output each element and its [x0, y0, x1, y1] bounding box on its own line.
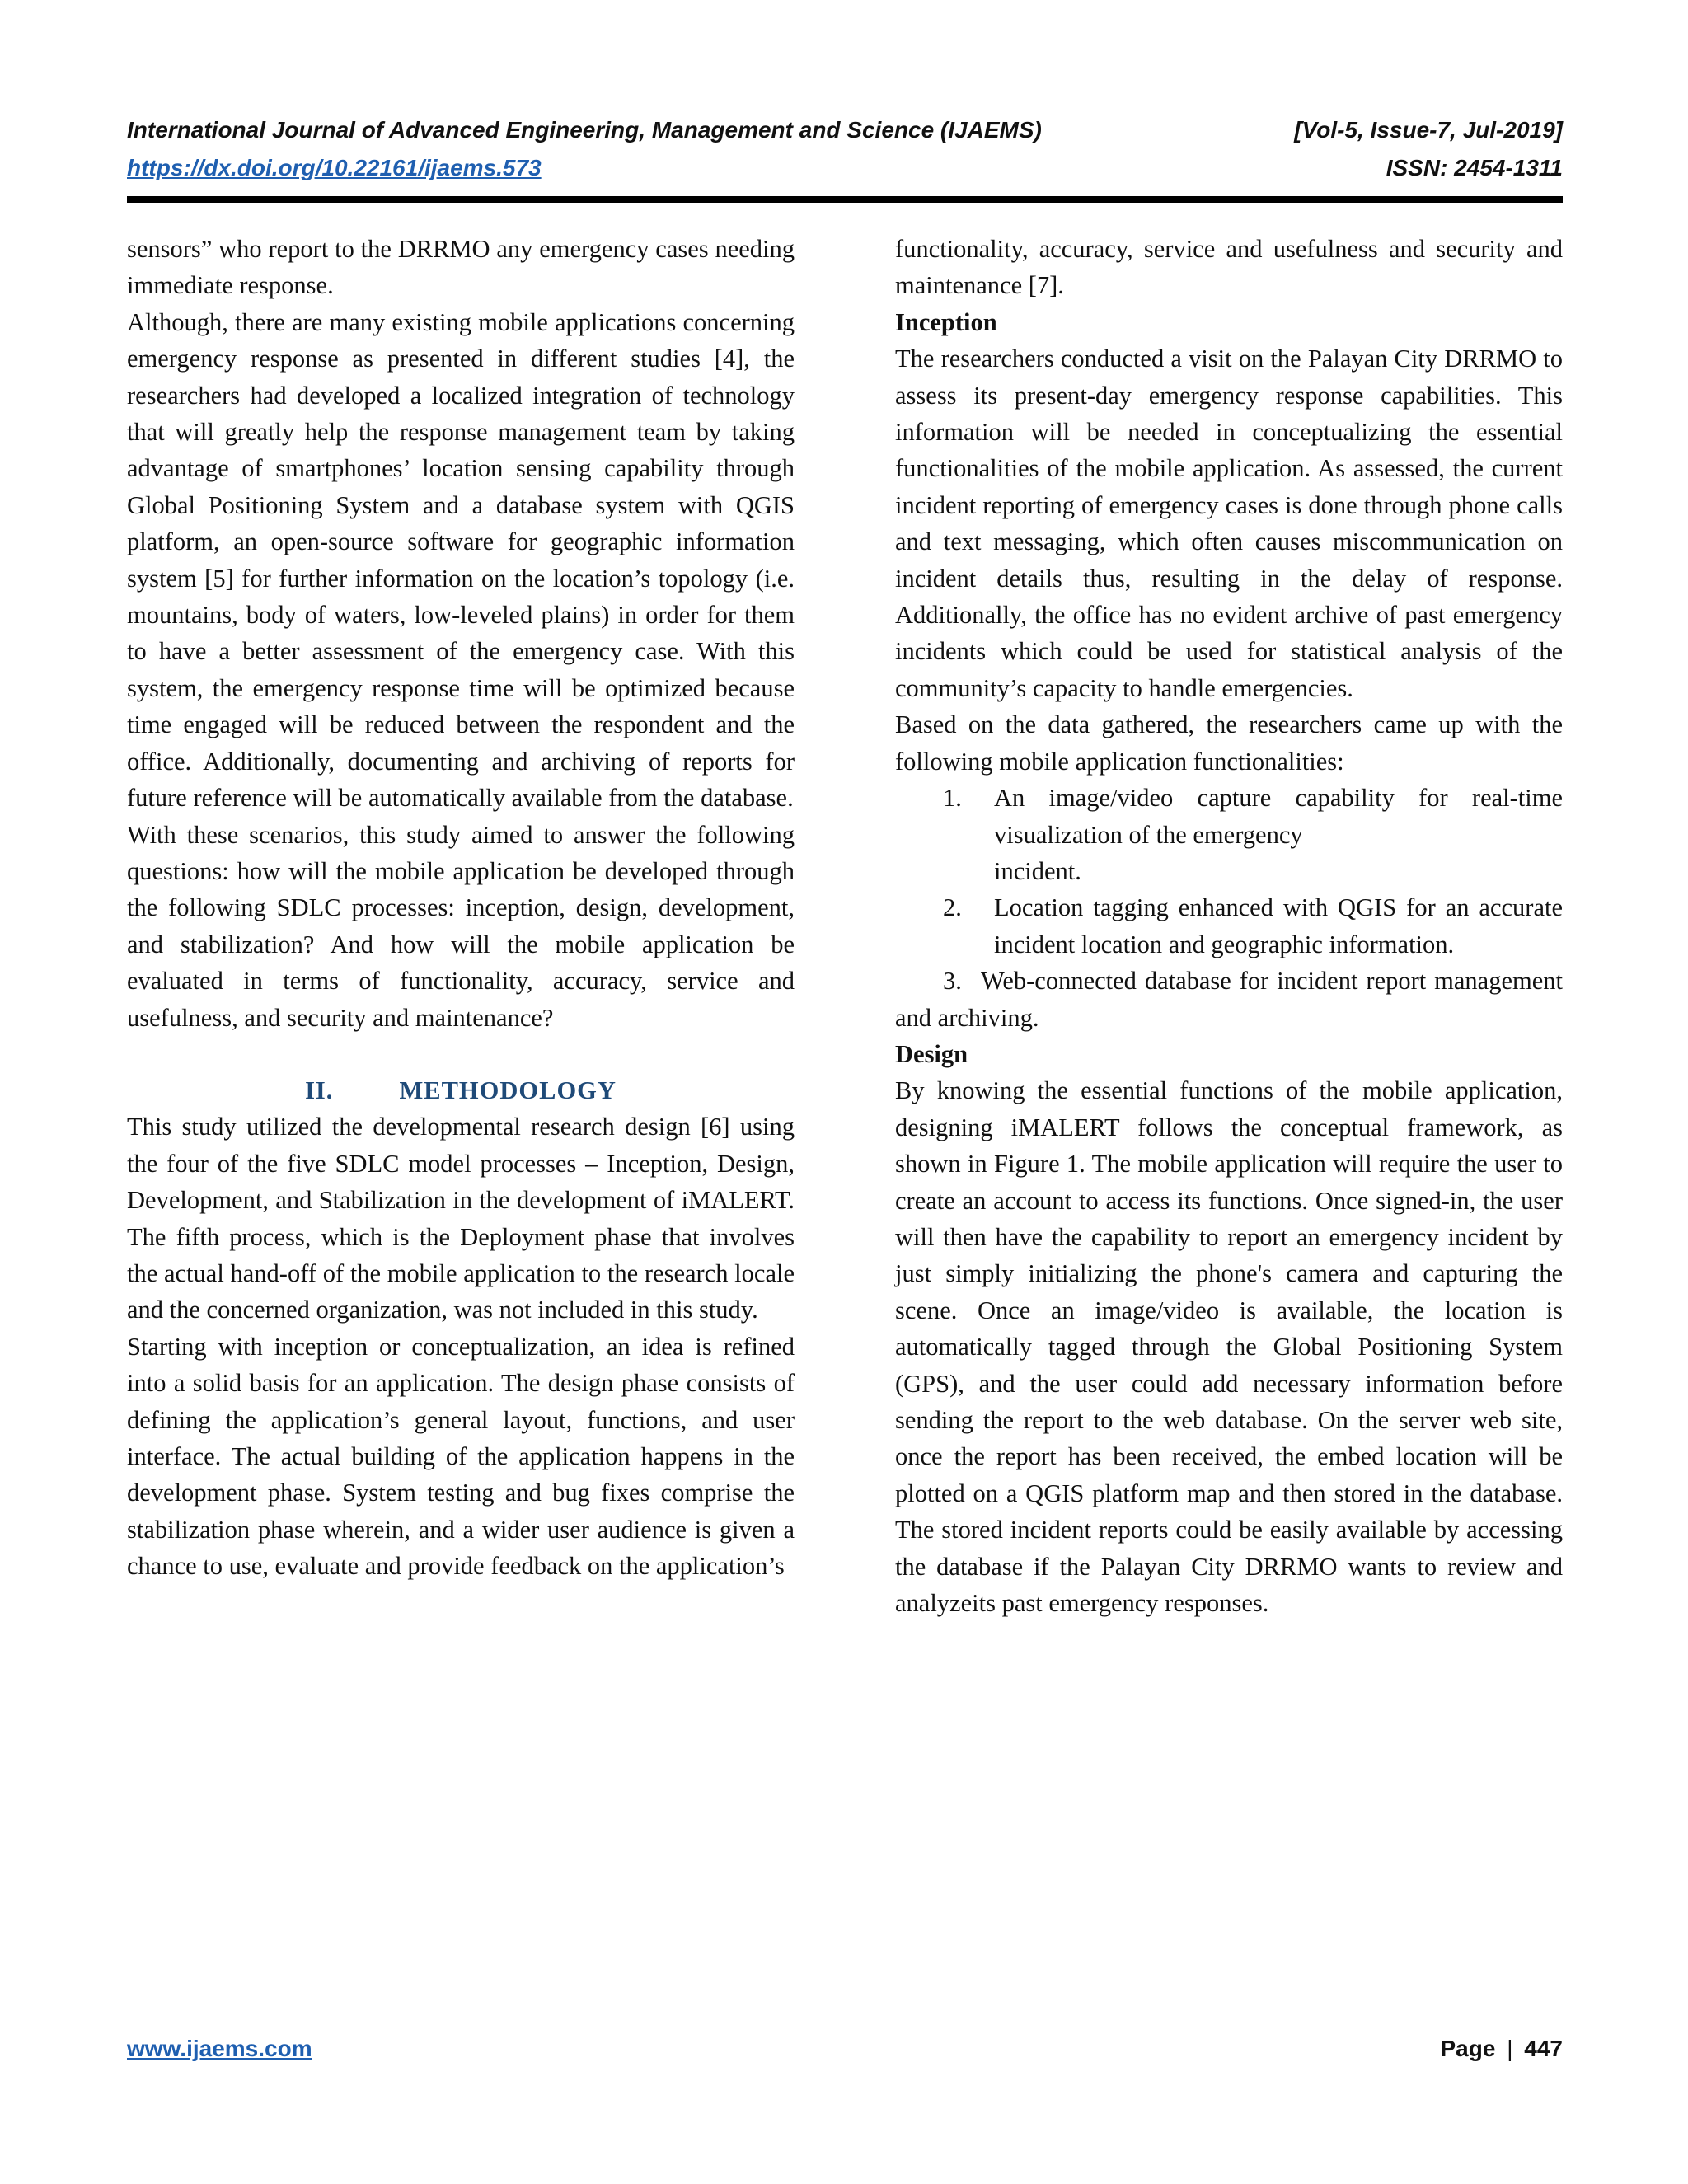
list-number: 2.	[943, 893, 962, 922]
list-line: incident.	[994, 856, 1081, 885]
subheading-design: Design	[895, 1039, 968, 1068]
running-header	[127, 117, 1563, 193]
section-heading	[127, 1072, 795, 1108]
doi-link[interactable]: https://dx.doi.org/10.22161/ijaems.573	[127, 155, 542, 180]
list-line: visualization of the emergency	[994, 820, 1303, 849]
list-text: Web-connected database for incident report management and archiving.	[895, 967, 1563, 1032]
functionality-list	[895, 780, 1563, 963]
paragraph: By knowing the essential functions of the mobile application, designing iMALERT follows the conceptual framework, as shown in Figure 1. The mobile application will require the user to create an account to access its functions. Once signed-in, the user will then have the capability to report an emergency incident by just simply initializing the phone's camera and capturing the scene. Once an image/video is available, the location is automatically tagged through the Global Positioning System (GPS), and the user could add necessary information before sending the report to the web database. On the server web site, once the report has been received, the embed location will be plotted on a QGIS platform map and then stored in the database. The stored incident reports could be easily available by accessing the database if the Palayan City DRRMO wants to review and analyzeits past emergency responses.	[895, 1076, 1563, 1618]
list-number: 3.	[943, 967, 962, 996]
page-separator: |	[1507, 2036, 1513, 2061]
paragraph: Starting with inception or conceptualization, an idea is refined into a solid basis for an application. The design phase consists of defining the application’s general layout, functions, and user interface. The actual building of the application happens in the development phase. System testing and bug fixes comprise the stabilization phase wherein, and a wider user audience is given a chance to use, evaluate and provide feedback on the application’s	[127, 1332, 795, 1581]
paragraph: Based on the data gathered, the researchers came up with the following mobile application functionalities:	[895, 710, 1563, 776]
subheading-inception: Inception	[895, 307, 997, 336]
journal-title: International Journal of Advanced Engineering, Management and Science (IJAEMS)	[127, 117, 1042, 143]
header-rule	[127, 196, 1563, 203]
section-title: METHODOLOGY	[399, 1076, 617, 1104]
list-number: 1.	[943, 784, 962, 813]
paragraph: Although, there are many existing mobile applications concerning emergency response as presented in different studies [4], the researchers had developed a localized integration of technology that will greatly help the response management team by taking advantage of smartphones’ location sensing capability through Global Positioning System and a database system with QGIS platform, an open-source software for geographic information system [5] for further information on the location’s topology (i.e. mountains, body of waters, low-leveled plains) in order for them to have a better assessment of the emergency case. With this system, the emergency response time will be optimized because time engaged will be reduced between the respondent and the office. Additionally, documenting and archiving of reports for future reference will be automatically available from the database.	[127, 307, 795, 813]
volume-issue: [Vol-5, Issue-7, Jul-2019]	[1294, 117, 1563, 143]
left-column	[127, 231, 795, 1585]
page-label: Page	[1440, 2036, 1496, 2061]
website-link[interactable]: www.ijaems.com	[127, 2036, 312, 2061]
paragraph: With these scenarios, this study aimed to answer the following questions: how will the mobile application be developed through the following SDLC processes: inception, design, development, and stabilization? And how will the mobile application be evaluated in terms of functionality, accuracy, service and usefulness, and security and maintenance?	[127, 820, 795, 1032]
list-text: Location tagging enhanced with QGIS for an accurate incident location and geographic information.	[994, 893, 1563, 958]
paragraph: sensors” who report to the DRRMO any emergency cases needing immediate response.	[127, 235, 795, 300]
list-item	[895, 889, 1563, 963]
issn: ISSN: 2454-1311	[1386, 155, 1563, 180]
page-footer	[127, 2036, 1563, 2062]
list-item	[895, 963, 1563, 1036]
list-line: An image/video capture capability for real-time	[994, 784, 1563, 813]
section-number: II.	[305, 1076, 334, 1104]
page-number-block	[1441, 2036, 1564, 2062]
right-column	[895, 231, 1563, 1621]
list-item	[895, 780, 1563, 889]
page-number: 447	[1524, 2036, 1563, 2061]
paragraph: The researchers conducted a visit on the Palayan City DRRMO to assess its present-day emergency response capabilities. This information will be needed in conceptualizing the essential functionalities of the mobile application. As assessed, the current incident reporting of emergency cases is done through phone calls and text messaging, which often causes miscommunication on incident details thus, resulting in the delay of response. Additionally, the office has no evident archive of past emergency incidents which could be used for statistical analysis of the community’s capacity to handle emergencies.	[895, 344, 1563, 702]
paragraph: functionality, accuracy, service and usefulness and security and maintenance [7].	[895, 235, 1563, 300]
paragraph: This study utilized the developmental research design [6] using the four of the five SDLC model processes – Inception, Design, Development, and Stabilization in the development of iMALERT. The fifth process, which is the Deployment phase that involves the actual hand-off of the mobile application to the research locale and the concerned organization, was not included in this study.	[127, 1113, 795, 1324]
